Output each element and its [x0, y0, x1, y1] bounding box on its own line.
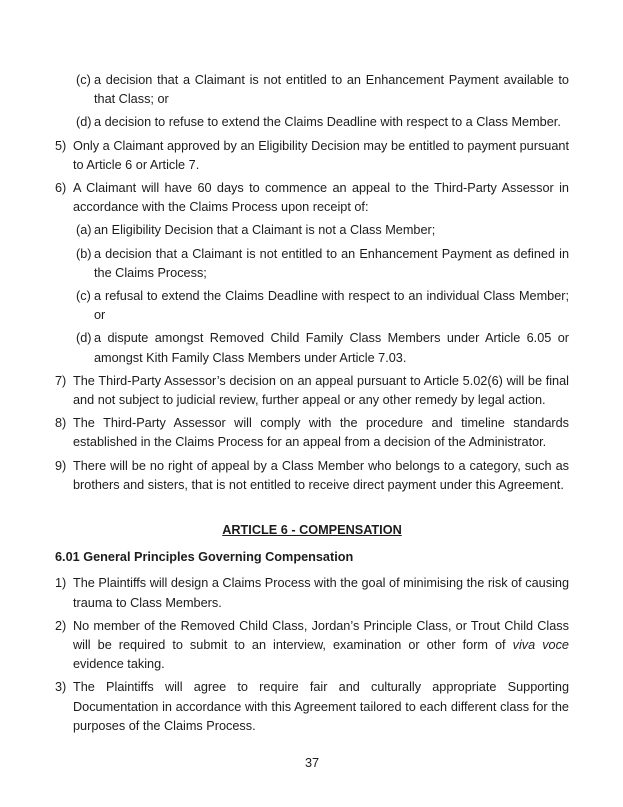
item-number: 2) [55, 618, 67, 633]
paragraph-text: an Eligibility Decision that a Claimant is not a Class Member; [94, 223, 436, 238]
sub-list-item [76, 329, 569, 367]
paragraph-text: Only a Claimant approved by an Eligibility Decision may be entitled to payment pursuant to Article 6 or Article 7. [73, 138, 569, 172]
item-number: 7) [55, 373, 67, 388]
item-number: (b) [76, 246, 92, 261]
list-item [55, 372, 569, 410]
section-subheading [55, 548, 569, 567]
paragraph-text: The Third-Party Assessor will comply with the procedure and timeline standards established in the Claims Process for an appeal from a decision of the Administrator. [73, 416, 569, 450]
paragraph-text: a decision to refuse to extend the Claims Deadline with respect to a Class Member. [94, 115, 561, 130]
sub-list-item [76, 113, 569, 132]
sub-list-item [76, 245, 569, 283]
sub-list-item [76, 221, 569, 240]
paragraph-text: No member of the Removed Child Class, Jordan’s Principle Class, or Trout Child Class will be required to submit to an interview, examination or other form of viva voce evidence taking. [73, 618, 569, 672]
paragraph-text: a decision that a Claimant is not entitled to an Enhancement Payment as defined in the Claims Process; [94, 246, 569, 280]
item-number: 9) [55, 458, 67, 473]
list-item [55, 678, 569, 736]
document-body [55, 71, 569, 736]
sub-list-item [76, 287, 569, 325]
item-number: 3) [55, 680, 67, 695]
paragraph-text: The Third-Party Assessor’s decision on an appeal pursuant to Article 5.02(6) will be final and not subject to judicial review, further appeal or any other remedy by legal action. [73, 373, 569, 408]
item-number: (c) [76, 73, 91, 87]
list-item [55, 179, 569, 217]
item-number: (c) [76, 289, 91, 304]
item-number: (d) [76, 115, 92, 130]
item-number: 6) [55, 181, 67, 196]
paragraph-text: There will be no right of appeal by a Class Member who belongs to a category, such as brothers and sisters, that is not entitled to receive direct payment under this Agreement. [73, 458, 569, 492]
list-item [55, 617, 569, 675]
paragraph-text: The Plaintiffs will design a Claims Process with the goal of minimising the risk of causing trauma to Class Members. [73, 576, 569, 610]
sub-list-item [76, 71, 569, 109]
paragraph-text: ARTICLE 6 - COMPENSATION [222, 523, 402, 538]
list-item [55, 457, 569, 495]
paragraph-text: a decision that a Claimant is not entitled to an Enhancement Payment available to that Class; or [94, 73, 569, 107]
item-number: (a) [76, 223, 92, 238]
list-item [55, 414, 569, 452]
item-number: 5) [55, 138, 67, 153]
paragraph-text: a refusal to extend the Claims Deadline with respect to an individual Class Member; or [94, 289, 569, 323]
page-number: 37 [304, 756, 320, 771]
paragraph-text: A Claimant will have 60 days to commence an appeal to the Third-Party Assessor in accordance with the Claims Process upon receipt of: [73, 181, 569, 215]
item-number: 8) [55, 416, 67, 431]
paragraph-text: a dispute amongst Removed Child Family Class Members under Article 6.05 or amongst Kith Family Class Members under Article 7.03. [94, 331, 569, 365]
item-number: 1) [55, 576, 67, 591]
paragraph-text: 6.01 General Principles Governing Compensation [55, 550, 354, 565]
item-number: (d) [76, 331, 92, 346]
list-item [55, 574, 569, 612]
article-heading [55, 521, 569, 540]
list-item [55, 137, 569, 175]
paragraph-text: The Plaintiffs will agree to require fair and culturally appropriate Supporting Documentation in accordance with this Agreement tailored to each different class for the purposes of the Claims Process. [73, 680, 569, 733]
